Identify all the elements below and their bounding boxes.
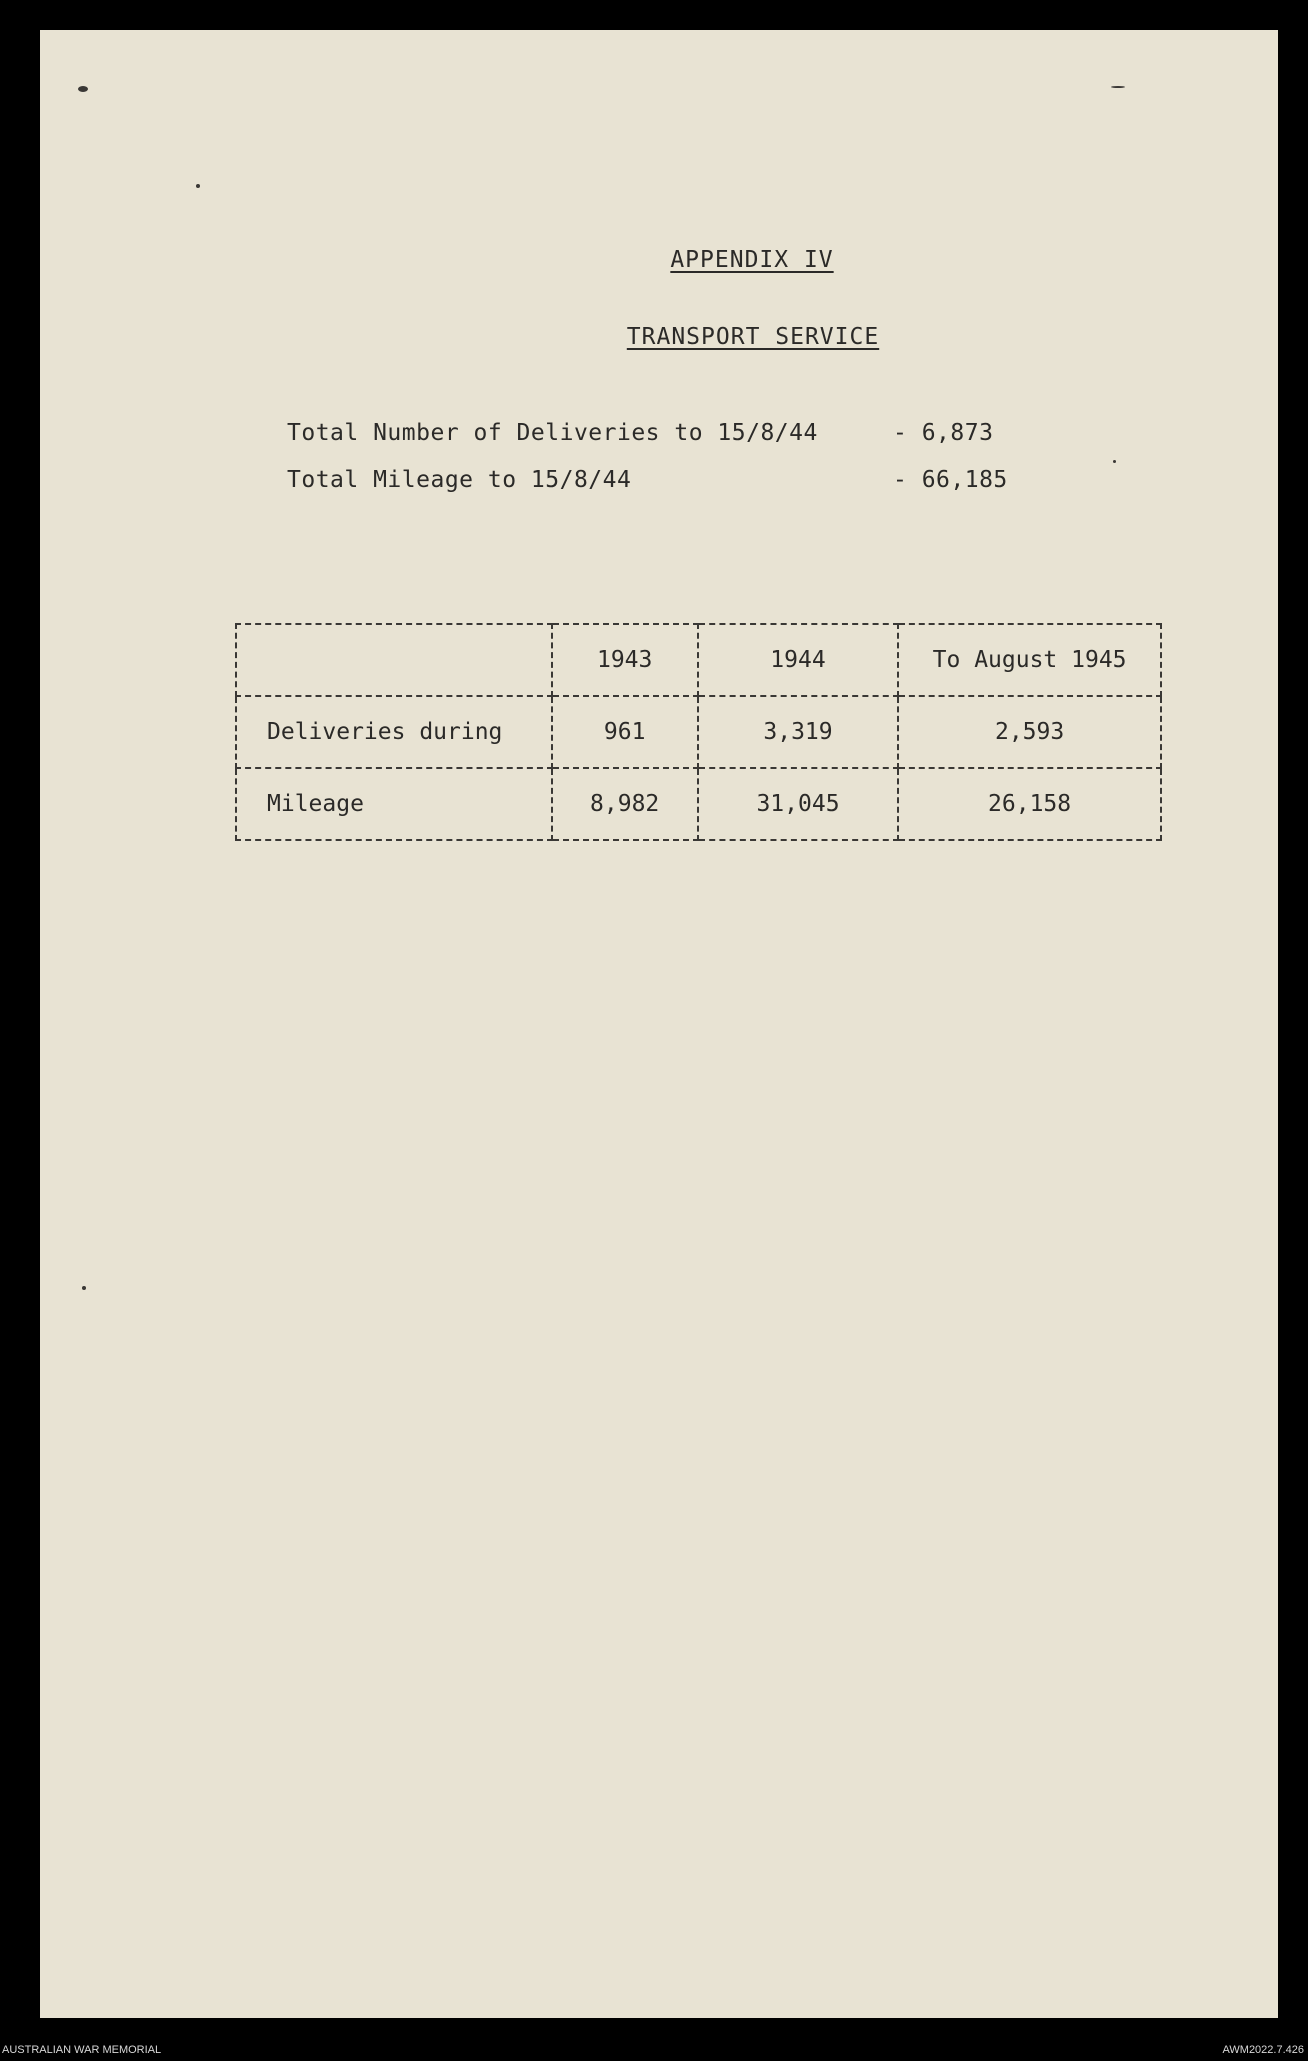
document-page: [40, 30, 1278, 2018]
paper-speck: [1111, 86, 1125, 88]
transport-table: [235, 623, 1162, 841]
table-cell: 2,593: [898, 696, 1161, 768]
table-header-row: [236, 624, 1161, 696]
table-header-cell: To August 1945: [898, 624, 1161, 696]
footer-source: AUSTRALIAN WAR MEMORIAL: [2, 2044, 162, 2056]
table-header-cell: [236, 624, 552, 696]
paper-speck: [78, 86, 88, 92]
table-row: [236, 768, 1161, 840]
table-cell: 31,045: [698, 768, 898, 840]
paper-speck: [82, 1286, 86, 1290]
total-deliveries-label: Total Number of Deliveries to 15/8/44: [287, 420, 818, 446]
row-label-deliveries: Deliveries during: [236, 696, 552, 768]
paper-speck: [1113, 460, 1116, 463]
table-cell: 961: [552, 696, 698, 768]
table-header-cell: 1944: [698, 624, 898, 696]
table-cell: 26,158: [898, 768, 1161, 840]
row-label-mileage: Mileage: [236, 768, 552, 840]
paper-speck: [196, 184, 200, 188]
table-cell: 8,982: [552, 768, 698, 840]
table-header-cell: 1943: [552, 624, 698, 696]
table-cell: 3,319: [698, 696, 898, 768]
total-mileage-value: - 66,185: [893, 467, 1008, 493]
table-row: [236, 696, 1161, 768]
total-mileage-label: Total Mileage to 15/8/44: [287, 467, 632, 493]
footer-reference: AWM2022.7.426: [1222, 2044, 1304, 2056]
page-title: APPENDIX IV: [670, 247, 834, 273]
page-subtitle: TRANSPORT SERVICE: [626, 324, 880, 350]
total-deliveries-value: - 6,873: [893, 420, 994, 446]
